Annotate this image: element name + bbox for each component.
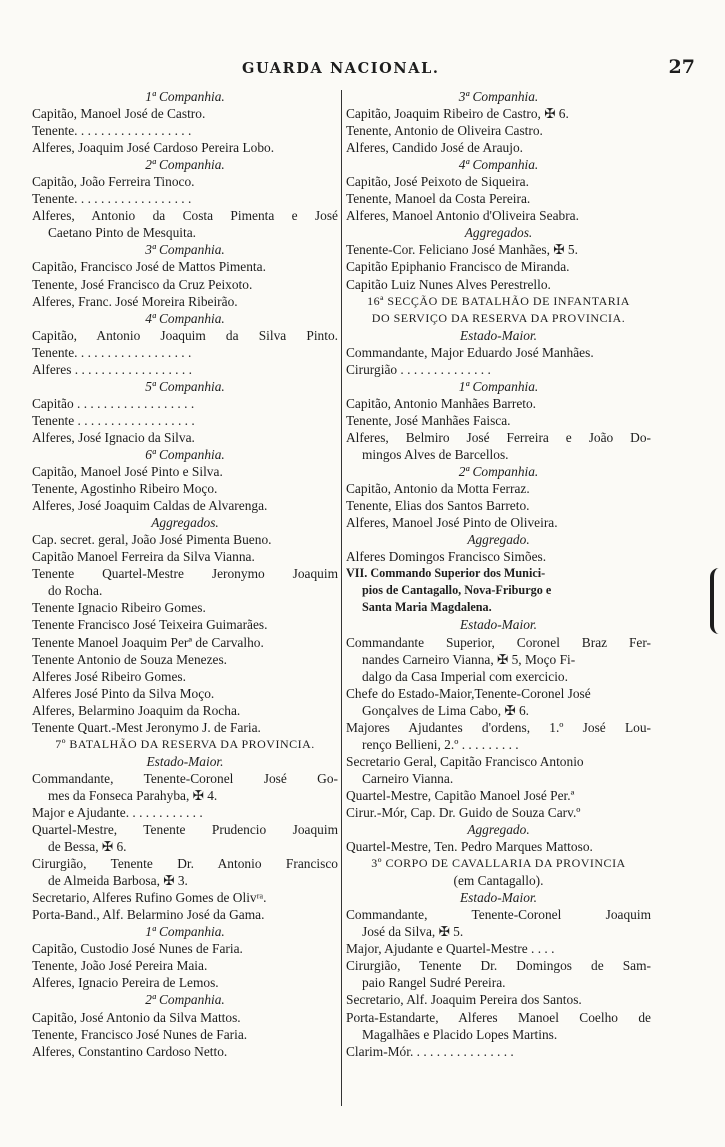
text-line: Capitão, Francisco José de Mattos Pimenta. [32,259,266,275]
section-heading: 3º CORPO DE CAVALLARIA DA PROVINCIA [371,856,626,871]
text-line: Alferes José Pinto da Silva Moço. [32,685,215,701]
text-line: José da Silva, ✠ 5. [362,924,464,940]
text-line: Tenente . . . . . . . . . . . . . . . . . . [32,412,195,428]
text-line: Alferes Domingos Francisco Simões. [346,549,547,565]
section-subheading: 1ª Companhia. [145,89,225,104]
text-line: Commandante, Tenente-Coronel José Go- [32,770,338,786]
text-line: Commandante Superior, Coronel Braz Fer- [346,634,651,650]
text-line: Secretario, Alf. Joaquim Pereira dos Santos. [346,992,582,1008]
text-line: Tenente, Elias dos Santos Barreto. [346,498,530,514]
text-line: Major e Ajudante. . . . . . . . . . . . [32,804,203,820]
text-line: Cap. secret. geral, João José Pimenta Bueno. [32,532,272,548]
text-line: Cirur.-Mór, Cap. Dr. Guido de Souza Carv.º [346,804,581,820]
section-heading: DO SERVIÇO DA RESERVA DA PROVINCIA. [371,310,626,325]
section-subheading: 5ª Companhia. [145,378,225,394]
text-line: Cirurgião . . . . . . . . . . . . . . [346,361,491,377]
section-subheading: Aggregados. [151,515,219,531]
text-line: Capitão, José Antonio da Silva Mattos. [32,1009,241,1025]
text-line: Capitão, Manoel José Pinto e Silva. [32,464,223,480]
text-line: Tenente Manoel Joaquim Perª de Carvalho. [32,634,264,650]
text-line: Quartel-Mestre, Ten. Pedro Marques Mattoso. [346,839,593,855]
text-line: Capitão . . . . . . . . . . . . . . . . . . [32,395,195,411]
text-line: Porta-Band., Alf. Belarmino José da Gama. [32,907,265,923]
text-line: Alferes, Manoel Antonio d'Oliveira Seabra. [346,208,579,224]
text-line: mes da Fonseca Parahyba, ✠ 4. [48,787,218,803]
text-line: Alferes, Belmiro José Ferreira e João Do- [346,429,651,445]
text-line: Carneiro Vianna. [362,770,454,786]
text-line: Alferes, Antonio da Costa Pimenta e José [32,208,338,224]
text-line: Capitão, José Peixoto de Siqueira. [346,174,529,190]
text-line: renço Bellieni, 2.º . . . . . . . . . [362,736,519,752]
left-column [32,88,338,1060]
section-subheading: Estado-Maior. [460,327,537,343]
right-column [346,88,651,1060]
section-subheading: Aggregados. [464,225,533,241]
column-divider [341,90,342,1106]
text-line: Quartel-Mestre, Tenente Prudencio Joaquim [32,822,338,838]
section-subheading: 2ª Companhia. [145,992,225,1008]
section-heading: VII. Commando Superior dos Munici- [346,566,546,581]
section-subheading: 4ª Companhia. [458,157,539,173]
text-line: Alferes, Franc. José Moreira Ribeirão. [32,293,238,309]
text-line: Capitão, Antonio Joaquim da Silva Pinto. [32,327,338,343]
text-line: Tenente. . . . . . . . . . . . . . . . . . [32,123,192,139]
text-line: Tenente Ignacio Ribeiro Gomes. [32,600,206,616]
section-heading: 7º BATALHÃO DA RESERVA DA PROVINCIA. [55,736,315,751]
section-subheading: 3ª Companhia. [145,242,225,258]
text-line: Alferes, José Joaquim Caldas de Alvarenga. [32,498,268,514]
text-line: Alferes, Candido José de Araujo. [346,140,524,156]
text-line: Tenente, Antonio de Oliveira Castro. [346,123,543,139]
text-line: Quartel-Mestre, Capitão Manoel José Per.ª [346,787,575,803]
section-subheading: 3ª Companhia. [458,89,539,104]
section-subheading: 2ª Companhia. [458,464,539,480]
section-subheading: 2ª Companhia. [145,157,225,173]
text-line: Alferes, Joaquim José Cardoso Pereira Lobo. [32,140,275,156]
text-line: Capitão, Manoel José de Castro. [32,106,206,122]
section-subheading: Aggregado. [467,532,530,548]
text-line: Secretario Geral, Capitão Francisco Antonio [346,753,584,769]
running-title: GUARDA NACIONAL. [242,60,440,77]
section-subheading: 4ª Companhia. [145,310,225,326]
text-line: Majores Ajudantes d'ordens, 1.º José Lou- [346,719,651,735]
text-line: Tenente, João José Pereira Maia. [32,958,208,974]
text-line: Alferes, Constantino Cardoso Netto. [32,1043,228,1059]
text-line: Capitão Epiphanio Francisco de Miranda. [346,259,570,275]
text-line: Tenente, Agostinho Ribeiro Moço. [32,481,218,497]
text-line: Tenente-Cor. Feliciano José Manhães, ✠ 5. [346,242,578,258]
text-line: Porta-Estandarte, Alferes Manoel Coelho de [346,1009,651,1025]
text-line: Capitão, Antonio da Motta Ferraz. [346,481,530,497]
text-line: Tenente. . . . . . . . . . . . . . . . . . [32,191,192,207]
text-line: Capitão, Antonio Manhães Barreto. [346,395,537,411]
text-line: Caetano Pinto de Mesquita. [48,225,197,241]
section-subheading: 1ª Companhia. [145,924,225,940]
text-line: Magalhães e Placido Lopes Martins. [362,1026,558,1042]
text-line: Commandante, Tenente-Coronel Joaquim [346,907,651,923]
section-subheading: Estado-Maior. [146,753,224,769]
page-header [0,58,725,82]
text-line: Cirurgião, Tenente Dr. Domingos de Sam- [346,958,651,974]
text-line: dalgo da Casa Imperial com exercicio. [362,668,568,684]
section-subheading: Estado-Maior. [460,890,537,906]
text-line: Capitão Manoel Ferreira da Silva Vianna. [32,549,255,565]
text-line: Tenente. . . . . . . . . . . . . . . . . . [32,344,192,360]
text-line: paio Rangel Sudré Pereira. [362,975,506,991]
section-heading: 16ª SECÇÃO DE BATALHÃO DE INFANTARIA [367,293,630,308]
text-line: nandes Carneiro Vianna, ✠ 5, Moço Fi- [362,651,576,667]
text-line: Alferes, Ignacio Pereira de Lemos. [32,975,219,991]
text-line: de Almeida Barbosa, ✠ 3. [48,873,188,889]
text-line: Secretario, Alferes Rufino Gomes de Olivʳᵃ. [32,890,267,906]
text-line: de Bessa, ✠ 6. [48,839,127,855]
text-line: Alferes, Belarmino Joaquim da Rocha. [32,702,241,718]
text-line: Tenente Quartel-Mestre Jeronymo Joaquim [32,566,338,582]
section-subheading: Estado-Maior. [460,617,537,633]
text-line: Capitão, João Ferreira Tinoco. [32,174,195,190]
text-line: Alferes José Ribeiro Gomes. [32,668,186,684]
text-line: (em Cantagallo). [453,873,544,889]
text-line: Capitão, Custodio José Nunes de Faria. [32,941,243,957]
page-number: 27 [668,56,695,78]
section-subheading: Aggregado. [467,822,530,838]
text-line: Commandante, Major Eduardo José Manhães. [346,344,594,360]
text-line: Capitão Luiz Nunes Alves Perestrello. [346,276,551,292]
text-line: Tenente, José Francisco da Cruz Peixoto. [32,276,253,292]
text-line: Tenente, Manoel da Costa Pereira. [346,191,531,207]
text-line: Alferes . . . . . . . . . . . . . . . . . . [32,361,192,377]
section-subheading: 1ª Companhia. [458,378,539,394]
text-line: Alferes, Manoel José Pinto de Oliveira. [346,515,558,531]
section-subheading: 6ª Companhia. [145,446,225,462]
section-heading: Santa Maria Magdalena. [362,600,492,615]
text-line: Capitão, Joaquim Ribeiro de Castro, ✠ 6. [346,106,569,122]
text-line: Alferes, José Ignacio da Silva. [32,429,195,445]
text-line: Chefe do Estado-Maior,Tenente-Coronel José [346,685,591,701]
text-line: Tenente, Francisco José Nunes de Faria. [32,1026,248,1042]
text-line: Clarim-Mór. . . . . . . . . . . . . . . . [346,1043,514,1059]
text-line: do Rocha. [48,583,103,599]
text-line: Gonçalves de Lima Cabo, ✠ 6. [362,702,530,718]
text-line: mingos Alves de Barcellos. [362,446,509,462]
text-line: Cirurgião, Tenente Dr. Antonio Francisco [32,856,338,872]
text-line: Tenente Antonio de Souza Menezes. [32,651,228,667]
text-line: Major, Ajudante e Quartel-Mestre . . . . [346,941,555,957]
text-line: Tenente Quart.-Mest Jeronymo J. de Faria. [32,719,261,735]
page-edge-mark [710,568,724,634]
text-line: Tenente, José Manhães Faisca. [346,412,511,428]
text-line: Tenente Francisco José Teixeira Guimarães. [32,617,268,633]
section-heading: pios de Cantagallo, Nova-Friburgo e [362,583,552,598]
